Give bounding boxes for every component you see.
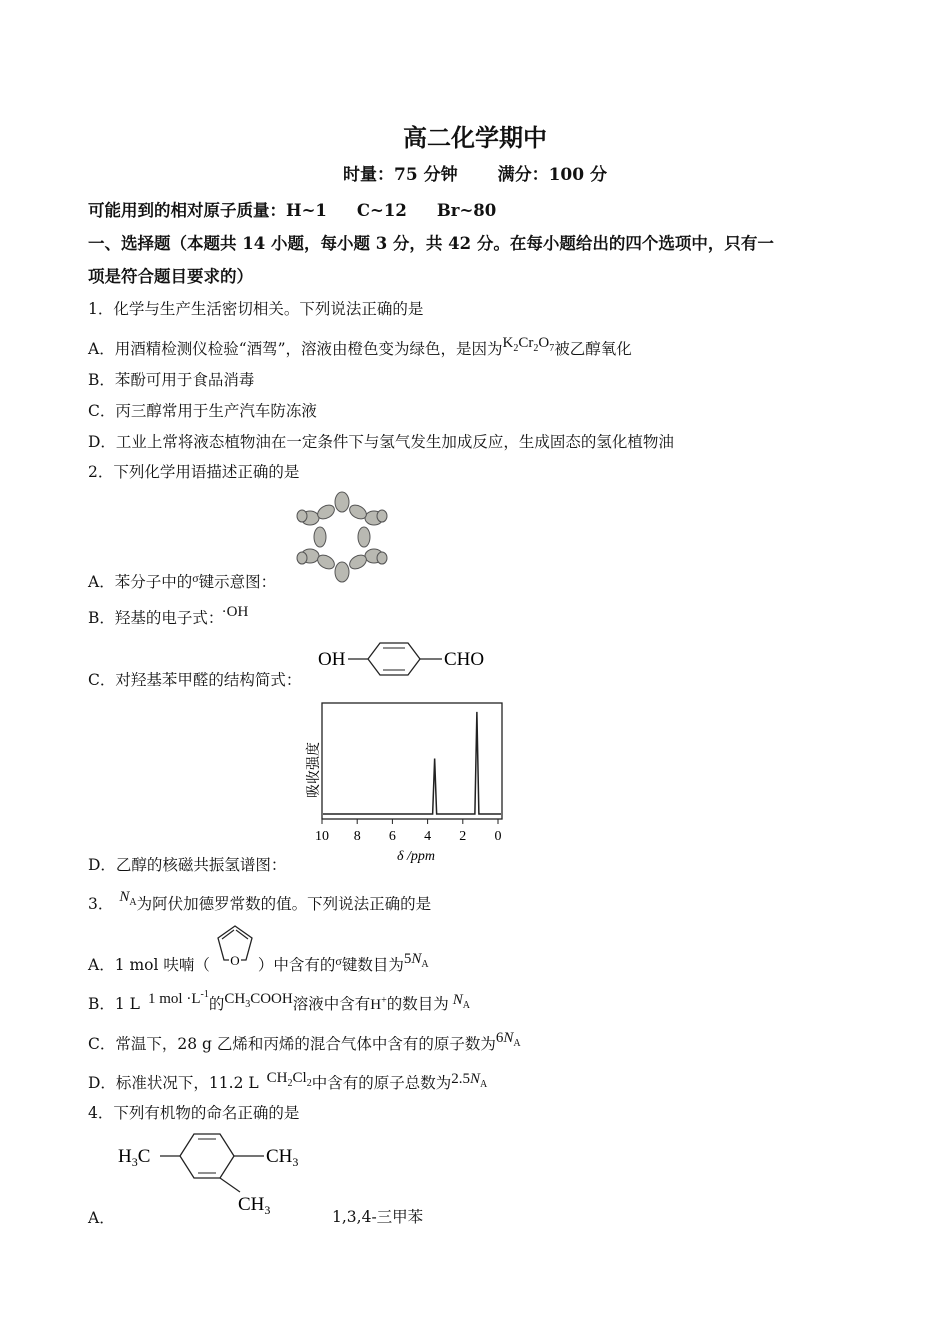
struct-ch3-right-label: $CH_3$ [266, 1146, 299, 1169]
atomic-mass-c: C~12 [356, 201, 407, 220]
q3-number: 3． [88, 895, 114, 913]
struct-oh-label: OH [318, 649, 346, 670]
atomic-mass-line [88, 197, 496, 221]
q3-b-hplus: H+ [370, 995, 387, 1013]
atomic-mass-br: Br~80 [436, 201, 497, 220]
time-limit: 时量：75 分钟 [343, 165, 458, 185]
q3-b-post: 的数目为 [386, 995, 449, 1013]
struct-cho-label: CHO [444, 649, 485, 670]
q2-option-a [88, 570, 276, 592]
nmr-tick-group [315, 819, 502, 844]
q1-stem: 1．化学与生产生活密切相关。下列说法正确的是 [88, 300, 424, 318]
nmr-trace [323, 712, 501, 814]
q3-d-mid: 中含有的原子总数为 [311, 1074, 452, 1092]
section-heading-line1: 一、选择题（本题共 14 小题，每小题 3 分，共 42 分。在每小题给出的四个选项中，只有一 [88, 234, 774, 253]
q2-a-post: 键示意图： [198, 573, 277, 591]
q3-option-d [88, 1071, 487, 1095]
nmr-tick-label: 8 [353, 829, 361, 844]
q1-option-d: D．工业上常将液态植物油在一定条件下与氢气发生加成反应，生成固态的氢化植物油 [88, 433, 674, 451]
atomic-mass-h: H~1 [286, 201, 327, 220]
q3-d-text: D．标准状况下，11.2 L [88, 1074, 259, 1092]
q1-a-text: A．用酒精检测仪检验“酒驾”，溶液由橙色变为绿色，是因为 [88, 340, 503, 358]
trimethylbenzene-structure [114, 1130, 324, 1216]
q3-a-value: $5N_A$ [403, 951, 429, 970]
q3-b-na: $N_A$ [452, 992, 470, 1011]
q3-b-mid: 溶液中含有 [292, 995, 371, 1013]
q3-b-acid: $CH_3COOH$ [224, 991, 293, 1010]
hydroxyl-formula: ·OH [221, 604, 249, 620]
nmr-spectrum [298, 698, 514, 866]
q3-b-text: B．1 L [88, 995, 140, 1013]
benzene-sigma-bond-image [296, 488, 388, 586]
section-heading-line2: 项是符合题目要求的） [88, 267, 253, 286]
q3-stem [88, 889, 432, 916]
nmr-tick-label: 6 [388, 829, 396, 844]
q3-option-a [88, 953, 429, 977]
q3-a-text: A．1 mol 呋喃（ [88, 956, 210, 974]
q1-a-post: 被乙醇氧化 [554, 340, 632, 358]
q1-option-c: C．丙三醇常用于生产汽车防冻液 [88, 402, 317, 420]
nmr-tick-label: 2 [459, 829, 467, 844]
furan-o-label: O [230, 953, 240, 968]
struct-ch3-bottom-label: $CH_3$ [238, 1194, 271, 1216]
q4-option-a: A． [88, 1209, 115, 1227]
q3-a-mid: ）中含有的 [257, 956, 336, 974]
q3-b-of: 的 [208, 995, 225, 1013]
q2-stem: 2．下列化学用语描述正确的是 [88, 463, 300, 481]
q2-b-text: B．羟基的电子式： [88, 609, 216, 627]
nmr-tick-label: 0 [494, 829, 502, 844]
q3-c-text: C．常温下，28 g 乙烯和丙烯的混合气体中含有的原子数为 [88, 1035, 496, 1053]
q1-option-b: B．苯酚可用于食品消毒 [88, 371, 255, 389]
q4-stem: 4．下列有机物的命名正确的是 [88, 1104, 300, 1122]
q1-option-a [88, 337, 632, 361]
q3-a-mid2: 键数目为 [341, 956, 404, 974]
q2-option-b [88, 604, 249, 628]
page-title: 高二化学期中 [403, 123, 547, 152]
q1-a-formula: $K_2Cr_2O_7$ [502, 335, 555, 354]
q3-a-sigma: σ [335, 954, 342, 968]
q3-c-value: $6N_A$ [495, 1030, 521, 1049]
full-score: 满分：100 分 [497, 165, 607, 185]
q3-b-conc: 1 mol $\cdot L^{-1}$ [147, 989, 209, 1007]
nmr-xlabel: δ /ppm [396, 849, 436, 864]
atomic-mass-label: 可能用到的相对原子质量： [88, 201, 286, 220]
q2-a-sigma: σ [192, 571, 199, 585]
q3-na-symbol: $N_A$ [119, 889, 137, 908]
struct-h3c-label: $H_3C$ [118, 1146, 151, 1169]
q4-a-name: 1,3,4-三甲苯 [332, 1208, 424, 1226]
nmr-tick-label: 10 [315, 829, 329, 844]
q3-d-formula: $CH_2Cl_2$ [266, 1070, 312, 1089]
q3-stem-text: 为阿伏加德罗常数的值。下列说法正确的是 [136, 895, 432, 913]
q2-option-d: D．乙醇的核磁共振氢谱图： [88, 856, 287, 874]
q3-option-c [88, 1032, 521, 1056]
q2-option-c: C．对羟基苯甲醛的结构简式： [88, 671, 302, 689]
nmr-tick-label: 4 [424, 829, 432, 844]
q2-a-text: A．苯分子中的 [88, 573, 193, 591]
q3-option-b [88, 989, 470, 1016]
exam-info [0, 160, 950, 185]
hydroxybenzaldehyde-structure [312, 636, 502, 684]
q3-d-value: $2.5N_A$ [451, 1071, 488, 1090]
nmr-ylabel: 吸收强度 [307, 742, 322, 798]
